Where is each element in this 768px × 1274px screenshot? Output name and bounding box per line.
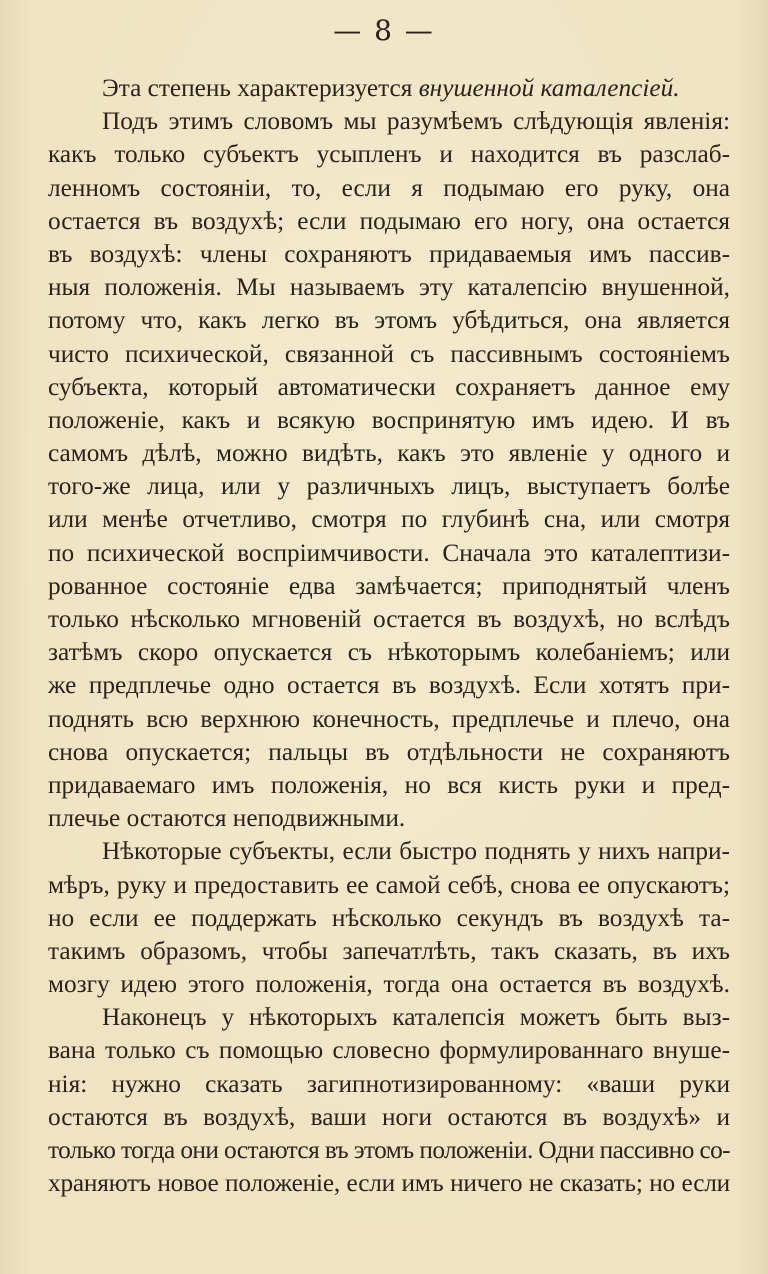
paragraph-line: въ воздухѣ: члены сохраняютъ придаваемыя имъ пассив- <box>48 239 730 268</box>
paragraph-line: такимъ образомъ, чтобы запечатлѣть, такъ сказать, въ ихъ <box>48 936 730 965</box>
paragraph-line: остается въ воздухѣ; если подымаю его ногу, она остается <box>48 206 730 235</box>
paragraph-line: или менѣе отчетливо, смотря по глубинѣ сна, или смотря <box>48 505 730 534</box>
paragraph-line: только нѣсколько мгновеній остается въ воздухѣ, но вслѣдъ <box>48 605 730 633</box>
paragraph-line: Наконецъ у нѣкоторыхъ каталепсія можетъ быть выз- <box>102 1003 730 1032</box>
paragraph-line: Подъ этимъ словомъ мы разумѣемъ слѣдующія явленія: <box>102 107 730 136</box>
paragraph-line: положеніе, какъ и всякую воспринятую имъ идею. И въ <box>48 405 730 434</box>
paragraph-line: вана только съ помощью словесно формулированнаго внуше- <box>48 1036 730 1065</box>
paragraph-line: но если ее поддержать нѣсколько секундъ въ воздухѣ та- <box>48 903 730 932</box>
paragraph-line: снова опускается; пальцы въ отдѣльности не сохраняютъ <box>48 737 730 766</box>
paragraph-line: потому что, какъ легко въ этомъ убѣдиться, она является <box>48 306 730 335</box>
paragraph-line: того-же лица, или у различныхъ лицъ, выступаетъ болѣе <box>48 472 730 501</box>
paragraph-1-line-1 <box>48 72 730 105</box>
paragraph-line: ныя положенія. Мы называемъ эту каталепсію внушенной, <box>48 273 730 302</box>
paragraph-line: мозгу идею этого положенія, тогда она остается въ воздухѣ. <box>48 970 730 999</box>
paragraph-line: плечье остаются неподвижными. <box>48 804 406 833</box>
paragraph-line: рованное состояніе едва замѣчается; приподнятый членъ <box>48 571 730 600</box>
paragraph-line: самомъ дѣлѣ, можно видѣть, какъ это явленіе у одного и <box>48 439 730 468</box>
paragraph-line: остаются въ воздухѣ, ваши ноги остаются въ воздухѣ» и <box>48 1102 730 1131</box>
paragraph-line: придаваемаго имъ положенія, но вся кисть руки и пред- <box>48 770 730 799</box>
paragraph-line: какъ только субъектъ усыпленъ и находится въ разслаб- <box>48 140 730 169</box>
page-number: — 8 — <box>333 14 435 47</box>
text-run: Эта степень характеризуется <box>102 74 419 102</box>
paragraph-line: по психической воспріимчивости. Сначала это каталептизи- <box>48 538 730 567</box>
paragraph-line: ленномъ состояніи, то, если я подымаю его руку, она <box>48 173 730 202</box>
paragraph-line: только тогда они остаются въ этомъ положеніи. Одни пассивно со- <box>48 1136 730 1164</box>
paragraph-line: затѣмъ скоро опускается съ нѣкоторымъ колебаніемъ; или <box>48 638 730 667</box>
paragraph-line: же предплечье одно остается въ воздухѣ. Если хотятъ при- <box>48 671 730 700</box>
paragraph-line: нія: нужно сказать загипнотизированному: «ваши руки <box>48 1069 730 1098</box>
italic-term: внушенной каталепсіей. <box>418 74 680 102</box>
paragraph-line: храняютъ новое положеніе, если имъ ничего не сказать; но если <box>48 1169 730 1198</box>
page-body <box>48 72 730 1200</box>
paragraph-line: мѣръ, руку и предоставить ее самой себѣ, снова ее опускаютъ; <box>48 870 730 899</box>
paragraph-line: Нѣкоторые субъекты, если быстро поднять у нихъ напри- <box>102 837 730 866</box>
paragraph-line: субъекта, который автоматически сохраняетъ данное ему <box>48 372 730 401</box>
paragraph-line: чисто психической, связанной съ пассивнымъ состояніемъ <box>48 339 730 368</box>
paragraph-line: поднять всю верхнюю конечность, предплечье и плечо, она <box>48 704 730 733</box>
